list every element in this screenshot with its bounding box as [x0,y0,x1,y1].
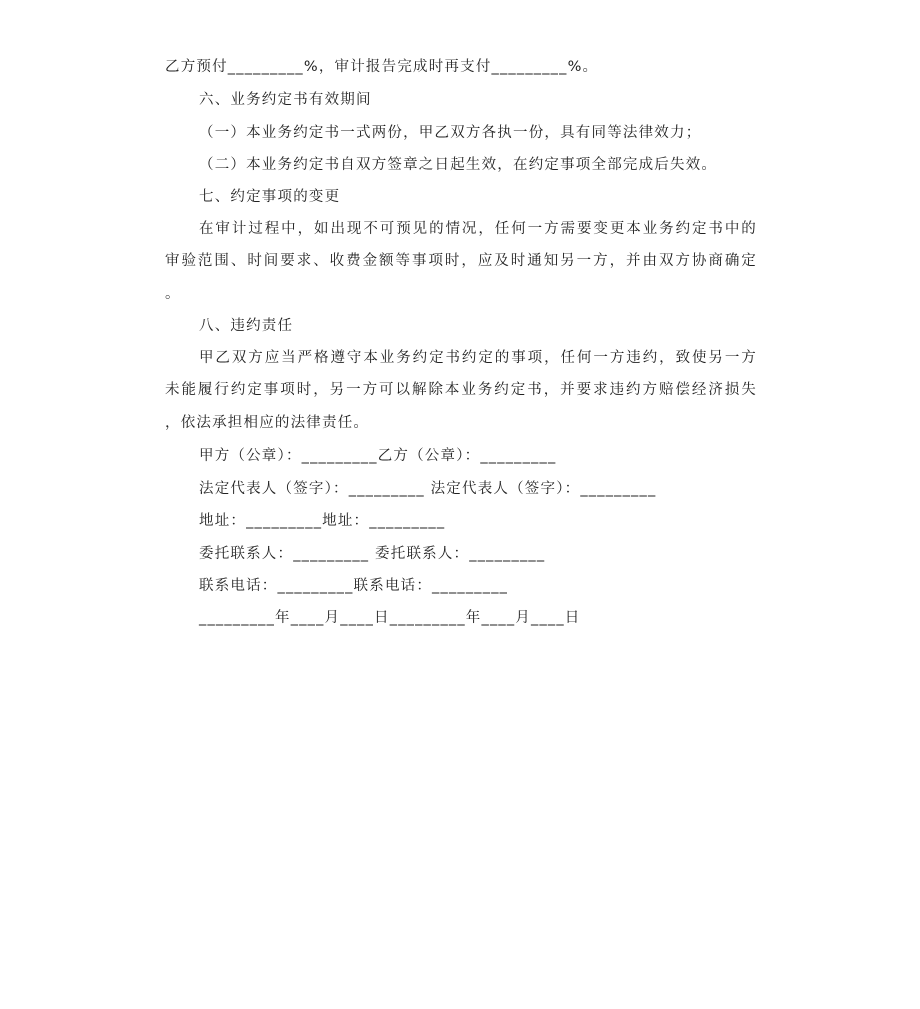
section-heading-changes: 七、约定事项的变更 [199,189,341,205]
changes-paragraph-line-1: 在审计过程中，如出现不可预见的情况，任何一方需要变更本业务约定书中的 [199,221,757,237]
breach-paragraph-line-3: ，依法承担相应的法律责任。 [165,415,370,431]
signature-contact-line: 委托联系人：_________ 委托联系人：_________ [199,546,546,562]
breach-paragraph-line-2: 未能履行约定事项时，另一方可以解除本业务约定书，并要求违约方赔偿经济损失 [165,382,757,398]
section-heading-breach: 八、违约责任 [199,318,294,334]
changes-paragraph-line-2: 审验范围、时间要求、收费金额等事项时，应及时通知另一方，并由双方协商确定 [165,253,757,269]
signature-phone-line: 联系电话：_________联系电话：_________ [199,578,509,594]
signature-seal-line: 甲方（公章）：_________乙方（公章）：_________ [199,448,557,464]
validity-clause-2: （二）本业务约定书自双方签章之日起生效，在约定事项全部完成后失效。 [199,157,718,173]
changes-paragraph-line-3: 。 [165,286,181,302]
validity-clause-1: （一）本业务约定书一式两份，甲乙双方各执一份，具有同等法律效力； [199,125,702,141]
section-heading-validity: 六、业务约定书有效期间 [199,92,372,108]
breach-paragraph-line-1: 甲乙双方应当严格遵守本业务约定书约定的事项，任何一方违约，致使另一方 [199,350,757,366]
signature-address-line: 地址：_________地址：_________ [199,513,446,529]
signature-representative-line: 法定代表人（签字）：_________ 法定代表人（签字）：_________ [199,481,657,497]
signature-date-line: _________年____月____日_________年____月____日 [199,610,581,626]
payment-line: 乙方预付_________%，审计报告完成时再支付_________%。 [165,59,599,75]
